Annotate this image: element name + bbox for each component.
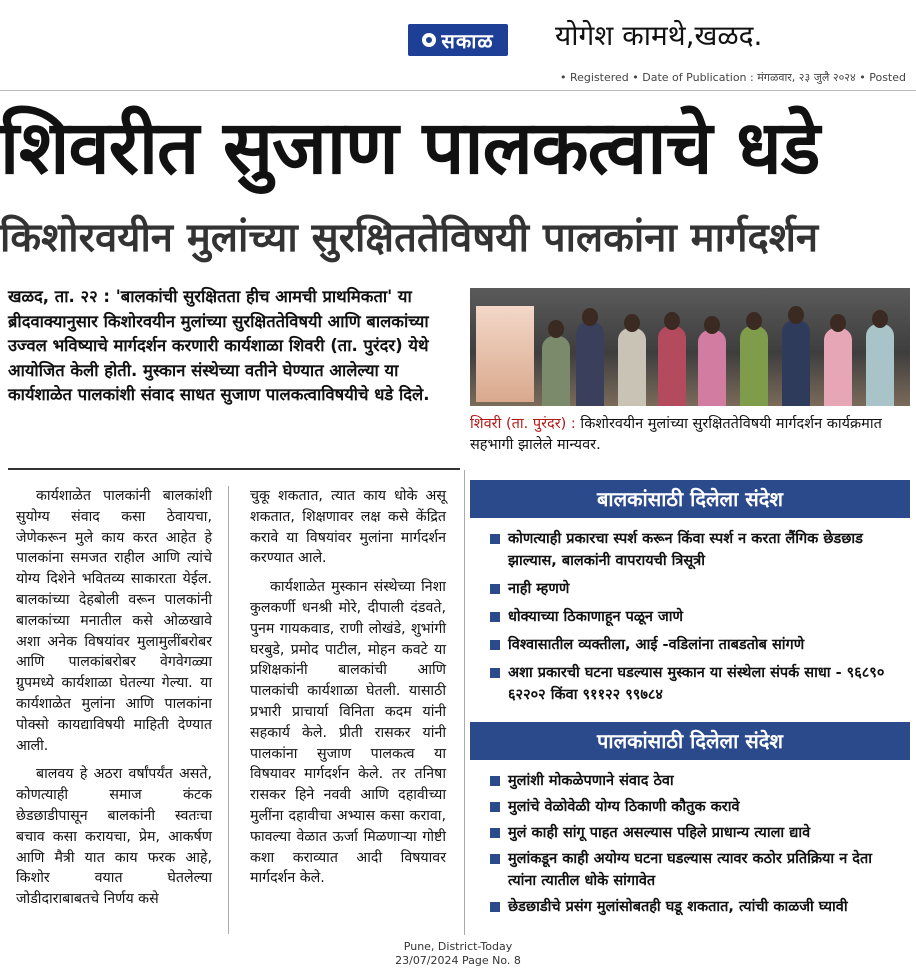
photo-person bbox=[658, 326, 686, 406]
caption-location: शिवरी (ता. पुरंदर) : bbox=[470, 416, 576, 432]
masthead-divider bbox=[0, 90, 916, 91]
body-paragraph: चुकू शकतात, त्यात काय धोके असू शकतात, शिक्षणावर लक्ष कसे केंद्रित करावे या विषयांवर मुलांना मार्गदर्शन करण्यात आले. bbox=[250, 488, 446, 567]
square-bullet-icon bbox=[490, 612, 500, 622]
author-byline: योगेश कामथे,खळद. bbox=[555, 19, 763, 52]
sakal-logo bbox=[408, 24, 508, 56]
list-item-text: मुलांकडून काही अयोग्य घटना घडल्यास त्यावर कठोर प्रतिक्रिया न देता त्यांना त्यातील धोके सांगावेत bbox=[508, 851, 873, 889]
list-item bbox=[490, 896, 900, 918]
photo-person-head bbox=[624, 314, 640, 332]
body-paragraph: बालवय हे अठरा वर्षांपर्यंत असते, कोणत्याही समाज कंटक छेडछाडीपासून बालकांनी स्वतःचा बचाव कसा करायचा, प्रेम, आकर्षण आणि मैत्री यात काय फरक आहे, किशोर वयात घेतलेल्या जोडीदाराबाबतचे निर्णय कसे bbox=[16, 766, 212, 908]
photo-person bbox=[542, 336, 570, 406]
headline: शिवरीत सुजाण पालकत्वाचे धडे bbox=[0, 105, 820, 191]
list-item-text: धोक्याच्या ठिकाणाहून पळून जाणे bbox=[508, 609, 684, 625]
list-item bbox=[490, 796, 900, 818]
list-item-text: मुलं काही सांगू पाहत असल्यास पहिले प्राधान्य त्याला द्यावे bbox=[508, 825, 811, 841]
list-item-text: अशा प्रकारची घटना घडल्यास मुस्कान या संस्थेला संपर्क साधा - ९६८९० ६२२०२ किंवा ९११२२ ९९७८४ bbox=[508, 665, 885, 703]
list-item bbox=[490, 822, 900, 844]
photo-person bbox=[782, 320, 810, 406]
parents-message-box bbox=[470, 722, 910, 928]
list-item bbox=[490, 528, 900, 572]
photo-caption bbox=[470, 414, 910, 456]
children-message-list bbox=[470, 518, 910, 718]
square-bullet-icon bbox=[490, 776, 500, 786]
photo-person-head bbox=[830, 314, 846, 332]
event-photo bbox=[470, 288, 910, 406]
column-divider bbox=[464, 470, 465, 935]
list-item bbox=[490, 662, 900, 706]
body-paragraph: कार्यशाळेत मुस्कान संस्थेच्या निशा कुलकर्णी धनश्री मोरे, दीपाली दंडवते, पुनम गायकवाड, राणी लोखंडे, शुभांगी घरबुडे, प्रमोद पाटील, मोहन कवटे या प्रशिक्षकांनी बालकांची आणि पालकांची कार्यशाळा घेतली. यासाठी प्रभारी प्राचार्या विनिता कदम यांनी सहकार्य केले. प्रीती रासकर यांनी पालकांना सुजाण पालकत्व या विषयावर मार्गदर्शन केले. तर तनिषा रासकर हिने नववी आणि दहावीच्या मुलींना दहावीचा अभ्यास कसा करावा, फावल्या वेळात ऊर्जा मिळणाऱ्या गोष्टी कशा कराव्यात आदी विषयावर मार्गदर्शन केले. bbox=[250, 579, 446, 887]
parents-box-title: पालकांसाठी दिलेला संदेश bbox=[470, 722, 910, 760]
footer-edition: Pune, District-Today bbox=[403, 940, 513, 953]
square-bullet-icon bbox=[490, 534, 500, 544]
children-box-title: बालकांसाठी दिलेला संदेश bbox=[470, 480, 910, 518]
list-item bbox=[490, 634, 900, 656]
list-item-text: छेडछाडीचे प्रसंग मुलांसोबतही घडू शकतात, त्यांची काळजी घ्यावी bbox=[508, 899, 848, 915]
body-column-2 bbox=[250, 486, 446, 897]
square-bullet-icon bbox=[490, 640, 500, 650]
children-message-box bbox=[470, 480, 910, 718]
square-bullet-icon bbox=[490, 902, 500, 912]
square-bullet-icon bbox=[490, 802, 500, 812]
caption-text: किशोरवयीन मुलांच्या सुरक्षिततेविषयी मार्गदर्शन कार्यक्रमात सहभागी झालेले मान्यवर. bbox=[470, 416, 882, 453]
sakal-logo-icon bbox=[422, 33, 436, 47]
body-paragraph: कार्यशाळेत पालकांनी बालकांशी सुयोग्य संवाद कसा ठेवायचा, जेणेकरून मुले काय करत आहेत हे पालकांना समजत राहील आणि त्यांचे योग्य दिशेने भवितव्य साकारता येईल. बालकांच्या देहबोली वरून पालकांनी बालकांच्या मनातील कसे ओळखावे अशा अनेक विषयांवर मुलामुलींबरोबर आणि पालकांबरोबर वेगवेगळ्या ग्रुपमध्ये कार्यशाळा घेतल्या गेल्या. या कार्यशाळेत मुलांना आणि पालकांना पोक्सो कायद्याविषयी माहिती देण्यात आली. bbox=[16, 488, 212, 754]
square-bullet-icon bbox=[490, 828, 500, 838]
column-divider bbox=[228, 486, 229, 934]
photo-person-head bbox=[548, 320, 564, 338]
photo-person bbox=[740, 326, 768, 406]
photo-person bbox=[618, 328, 646, 406]
photo-person-head bbox=[582, 308, 598, 326]
lead-paragraph: खळद, ता. २२ : 'बालकांची सुरक्षितता हीच आमची प्राथमिकता' या ब्रीदवाक्यानुसार किशोरवयीन मुलांच्या सुरक्षिततेविषयी आणि बालकांच्या उज्वल भविष्याचे मार्गदर्शन करणारी कार्यशाळा शिवरी (ता. पुरंदर) येथे आयोजित केली होती. मुस्कान संस्थेच्या वतीने घेण्यात आलेल्या या कार्यशाळेत पालकांशी संवाद साधत सुजाण पालकत्वाविषयीचे धडे दिले. bbox=[8, 287, 430, 405]
registration-line: • Registered • Date of Publication : मंगळवार, २३ जुलै २०२४ • Posted bbox=[560, 71, 906, 84]
list-item bbox=[490, 578, 900, 600]
list-item bbox=[490, 770, 900, 792]
list-item bbox=[490, 606, 900, 628]
subheadline: किशोरवयीन मुलांच्या सुरक्षिततेविषयी पालकांना मार्गदर्शन bbox=[0, 215, 819, 261]
square-bullet-icon bbox=[490, 584, 500, 594]
photo-person bbox=[698, 330, 726, 406]
photo-person-head bbox=[746, 312, 762, 330]
photo-person bbox=[576, 322, 604, 406]
list-item-text: मुलांचे वेळोवेळी योग्य ठिकाणी कौतुक करावे bbox=[508, 799, 740, 815]
page-footer bbox=[0, 940, 916, 968]
list-item-text: विश्वासातील व्यक्तीला, आई -वडिलांना ताबडतोब सांगणे bbox=[508, 637, 805, 653]
photo-person-head bbox=[664, 312, 680, 330]
body-column-1 bbox=[16, 486, 212, 918]
logo-text: सकाळ bbox=[441, 28, 494, 53]
list-item bbox=[490, 848, 900, 892]
lead-divider bbox=[8, 468, 460, 470]
list-item-text: नाही म्हणणे bbox=[508, 581, 570, 597]
parents-message-list bbox=[470, 760, 910, 928]
list-item-text: मुलांशी मोकळेपणाने संवाद ठेवा bbox=[508, 773, 674, 789]
list-item-text: कोणत्याही प्रकारचा स्पर्श करून किंवा स्पर्श न करता लैंगिक छेडछाड झाल्यास, बालकांनी वापरायची त्रिसूत्री bbox=[508, 531, 863, 569]
photo-person-head bbox=[704, 316, 720, 334]
square-bullet-icon bbox=[490, 668, 500, 678]
photo-banner bbox=[476, 306, 534, 402]
photo-person-head bbox=[872, 310, 888, 328]
photo-person bbox=[866, 324, 894, 406]
photo-person bbox=[824, 328, 852, 406]
footer-date-page: 23/07/2024 Page No. 8 bbox=[395, 954, 521, 967]
photo-person-head bbox=[788, 306, 804, 324]
square-bullet-icon bbox=[490, 854, 500, 864]
